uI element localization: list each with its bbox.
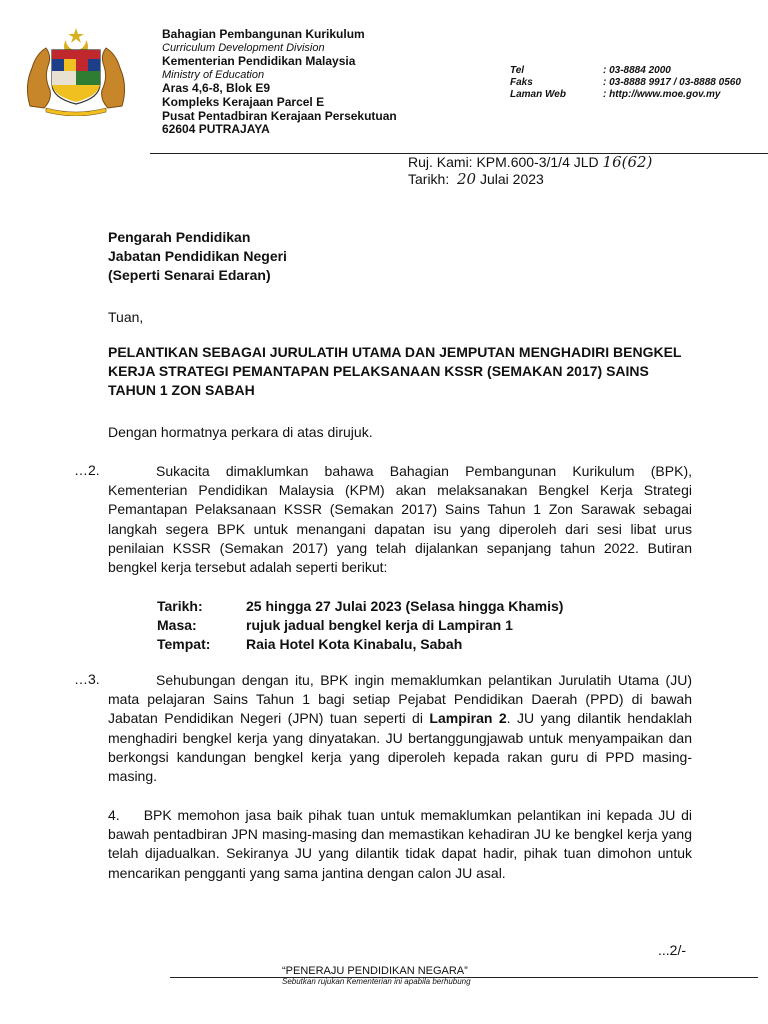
- address-line: 62604 PUTRAJAYA: [162, 122, 270, 137]
- detail-row: [157, 635, 563, 654]
- contact-value: : 03-8888 9917 / 03-8888 0560: [603, 77, 741, 88]
- detail-label: Masa:: [157, 617, 197, 633]
- letter-subject: PELANTIKAN SEBAGAI JURULATIH UTAMA DAN JEMPUTAN MENGHADIRI BENGKEL KERJA STRATEGI PEMANTAPAN PELAKSANAAN KSSR (SEMAKAN 2017) SAINS TAHUN 1 ZON SABAH: [108, 344, 682, 398]
- detail-label: Tarikh:: [157, 598, 203, 614]
- intro-sentence: Dengan hormatnya perkara di atas dirujuk.: [108, 424, 373, 440]
- paragraph-number: …2.: [74, 462, 100, 478]
- division-name-en: Curriculum Development Division: [162, 41, 325, 54]
- contact-label: Laman Web: [510, 89, 566, 100]
- paragraph-text: Sukacita dimaklumkan bahawa Bahagian Pembangunan Kurikulum (BPK), Kementerian Pendidikan Malaysia (KPM) akan melaksanakan Bengkel Kerja Strategi Pemantapan Pelaksanaan KSSR (Semakan 2017) Sains Tahun 1 Zon Sarawak sebagai langkah segera BPK untuk menangani dapatan isu yang diperoleh dari sesi libat urus penilaian KSSR (Semakan 2017) yang telah dijalankan sepanjang tahun 2022. Butiran bengkel kerja tersebut adalah seperti berikut:: [108, 463, 692, 576]
- paragraph-number: 4.: [108, 807, 120, 823]
- recipient-line: Pengarah Pendidikan: [108, 229, 251, 245]
- ref-label: Ruj. Kami:: [408, 154, 473, 170]
- contact-label: Tel: [510, 65, 525, 76]
- detail-label: Tempat:: [157, 636, 211, 652]
- reference-line: [408, 154, 652, 171]
- division-name: Bahagian Pembangunan Kurikulum: [162, 27, 365, 41]
- paragraph-text: BPK memohon jasa baik pihak tuan untuk memaklumkan pelantikan ini kepada JU di bawah pentadbiran JPN masing-masing dan memastikan kehadiran JU ke bengkel kerja yang telah dijadualkan. Sekiranya JU yang dilantik tidak dapat hadir, pihak tuan dimohon untuk mencarikan pengganti yang sama jantina dengan calon JU asal.: [108, 807, 692, 881]
- detail-row: [157, 597, 563, 616]
- detail-value: rujuk jadual bengkel kerja di Lampiran 1: [246, 617, 513, 633]
- letterhead-block: [162, 28, 462, 137]
- page-continuation: ...2/-: [658, 942, 687, 958]
- address-line: Kompleks Kerajaan Parcel E: [162, 94, 325, 109]
- recipient-line: (Seperti Senarai Edaran): [108, 267, 271, 283]
- contact-block: [510, 65, 741, 101]
- paragraph-number: …3.: [74, 671, 100, 687]
- date-line: [408, 171, 652, 188]
- ref-number: KPM.600-3/1/4 JLD: [476, 154, 599, 170]
- ministry-name-en: Ministry of Education: [162, 68, 265, 81]
- contact-tel: [510, 65, 741, 77]
- salutation: Tuan,: [108, 309, 144, 325]
- date-month-year: Julai 2023: [480, 171, 544, 187]
- contact-value: : 03-8884 2000: [603, 65, 671, 76]
- coat-of-arms-logo: [22, 26, 130, 116]
- detail-value: Raia Hotel Kota Kinabalu, Sabah: [246, 636, 463, 652]
- paragraph-text: . JU yang dilantik hendaklah menghadiri bengkel kerja yang dinyatakan. JU bertanggungjawab untuk menyampaikan dan berkongsi kandungan bengkel kerja yang diperoleh kepada rakan guru di PPD masing-masing.: [108, 710, 692, 785]
- paragraph-text: Sehubungan dengan itu, BPK ingin memaklumkan pelantikan Jurulatih Utama (JU) mata pelajaran Sains Tahun 1 bagi setiap Pejabat Pendidikan Daerah (PPD) di bawah Jabatan Pendidikan Negeri (JPN) tuan seperti di: [108, 672, 692, 727]
- reference-block: [408, 154, 652, 188]
- footer-motto: “PENERAJU PENDIDIKAN NEGARA”: [282, 965, 468, 977]
- paragraph-3: [108, 671, 692, 786]
- recipient-address: [108, 228, 287, 285]
- address-line: Aras 4,6-8, Blok E9: [162, 81, 271, 96]
- workshop-details: [157, 597, 563, 654]
- ministry-name: Kementerian Pendidikan Malaysia: [162, 54, 356, 69]
- contact-web: [510, 89, 741, 101]
- detail-row: [157, 616, 563, 635]
- ref-handwritten: 16(62): [602, 153, 653, 171]
- contact-fax: [510, 77, 741, 89]
- paragraph-4: [108, 806, 692, 883]
- annex-reference: Lampiran 2: [429, 710, 507, 727]
- date-handwritten-day: 20: [457, 170, 477, 188]
- address-line: Pusat Pentadbiran Kerajaan Persekutuan: [162, 108, 397, 123]
- recipient-line: Jabatan Pendidikan Negeri: [108, 248, 287, 264]
- contact-label: Faks: [510, 77, 533, 88]
- detail-value: 25 hingga 27 Julai 2023 (Selasa hingga Khamis): [246, 598, 564, 614]
- footer-note: Sebutkan rujukan Kementerian ini apabila berhubung: [282, 977, 471, 986]
- date-label: Tarikh:: [408, 171, 450, 187]
- paragraph-2: [108, 462, 692, 577]
- contact-value: : http://www.moe.gov.my: [603, 89, 721, 100]
